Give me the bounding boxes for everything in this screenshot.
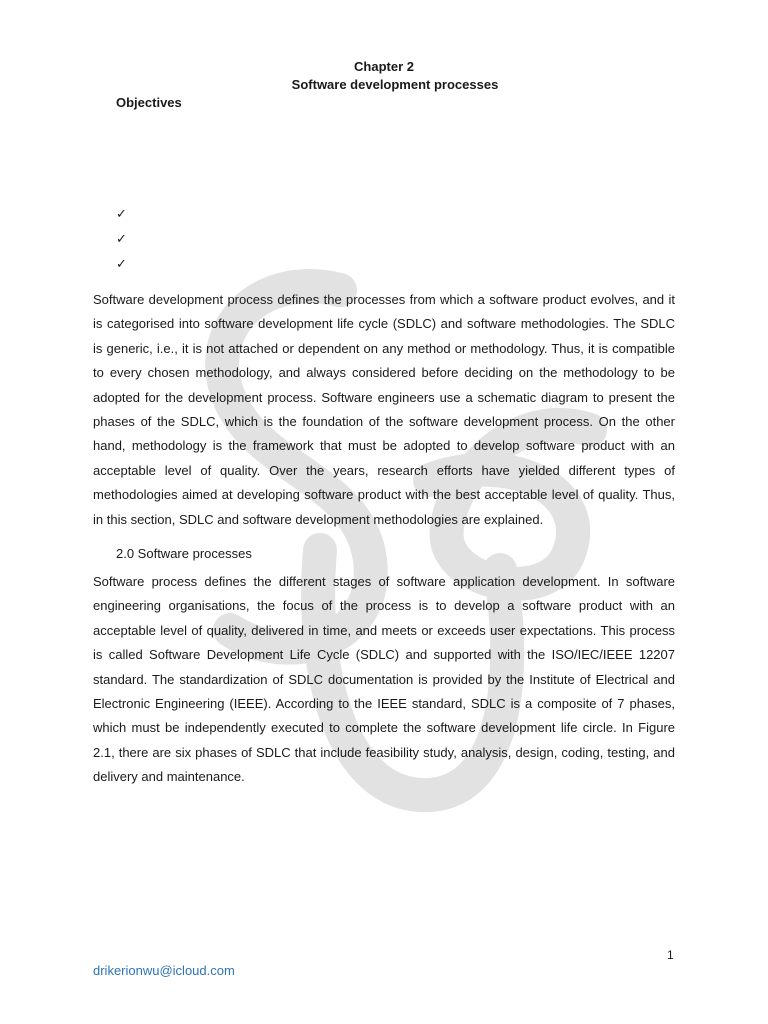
intro-paragraph: Software development process defines the processes from which a software product evolves, and it is categorised into software development life cycle (SDLC) and software methodologies. The SDLC is generic, i.e., it is not attached or dependent on any method or methodology. Thus, it is compatible to every chosen methodology, and always considered before deciding on the methodology to be adopted for the development process. Software engineers use a schematic diagram to present the phases of the SDLC, which is the foundation of the software development process. On the other hand, methodology is the framework that must be adopted to develop software product with an acceptable level of quality. Over the years, research efforts have yielded different types of methodologies aimed at developing software product with the best acceptable level of quality. Thus, in this section, SDLC and software development methodologies are explained. [93,292,675,527]
chapter-subtitle: Software development processes [291,77,499,92]
checkmark-icon: ✓ [116,256,127,271]
footer-email-link[interactable]: drikerionwu@icloud.com [93,963,235,978]
objectives-heading: Objectives [116,95,182,110]
page-number: 1 [667,948,674,962]
software-process-paragraph: Software process defines the different stages of software application development. In software engineering organisations, the focus of the process is to develop a software product with an acceptable level of quality, delivered in time, and meets or exceeds user expectations. This process is called Software Development Life Cycle (SDLC) and supported with the ISO/IEC/IEEE 12207 standard. The standardization of SDLC documentation is provided by the Institute of Electrical and Electronic Engineering (IEEE). According to the IEEE standard, SDLC is a composite of 7 phases, which must be independently executed to complete the software development life circle. In Figure 2.1, there are six phases of SDLC that include feasibility study, analysis, design, coding, testing, and delivery and maintenance. [93,574,675,785]
section-heading: 2.0 Software processes [116,546,252,561]
checkmark-icon: ✓ [116,231,127,246]
objectives-checklist [116,204,127,279]
chapter-title: Chapter 2 [354,59,414,74]
checkmark-icon: ✓ [116,206,127,221]
